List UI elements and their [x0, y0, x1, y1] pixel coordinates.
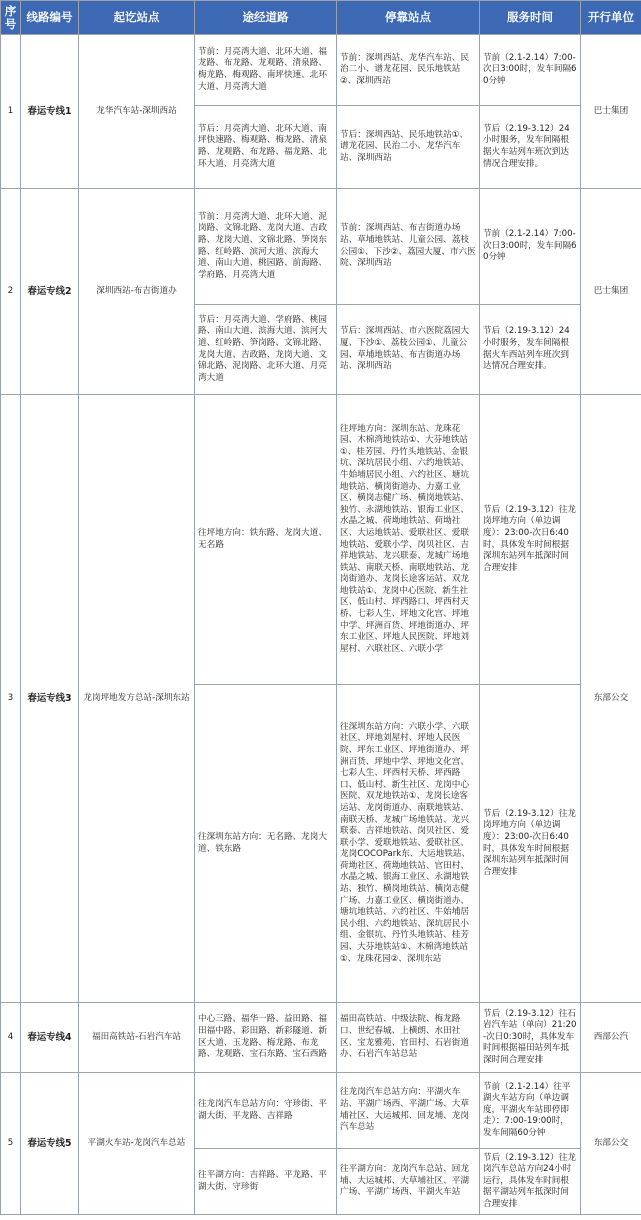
operator-cell: 巴士集团 [581, 189, 641, 395]
line-cell: 春运专线2 [21, 189, 79, 395]
roads-cell: 中心三路、福华一路、益田路、福田福中路、彩田路、新彩隧道、新区大道、玉龙路、梅龙路、布龙路、龙观路、宝石东路、宝石西路 [195, 1003, 337, 1073]
stops-cell: 往龙岗汽车总站方向：平湖火车站、平湖广场西、平湖广场、大草埔社区、大运城邦、回龙埔、龙岗汽车总站 [337, 1073, 480, 1149]
operator-cell: 东部公交 [581, 1073, 641, 1215]
header-operator: 开行单位 [581, 1, 641, 35]
roads-cell: 节后：月亮湾大道、学府路、桃园路、南山大道、滨海大道、滨河大道、红岭路、笋岗路、文锦北路、龙岗大道、吉政路、龙岗大道、文锦北路、泥岗路、北环大道、月亮湾大道 [195, 305, 337, 395]
operator-cell: 东部公交 [581, 395, 641, 1003]
roads-cell: 节前：月亮湾大道、北环大道、泥岗路、文锦北路、龙岗大道、吉政路、龙岗大道、文锦北路、笋岗东路、红岭路、滨河大道、滨海大道、南山大道、桃园路、前海路、学府路、月亮湾大道 [195, 189, 337, 305]
line-cell: 春运专线3 [21, 395, 79, 1003]
stops-cell: 节前：深圳西站、龙华汽车站、民治二小、谱龙花园、民乐地铁站②、深圳西站 [337, 35, 480, 106]
header-roads: 途经道路 [195, 1, 337, 35]
header-row [1, 1, 641, 35]
roads-cell: 节前：月亮湾大道、北环大道、福龙路、布龙路、龙观路、清泉路、梅龙路、梅观路、南坪快速、北环大道、月亮湾大道 [195, 35, 337, 106]
table-row [1, 189, 641, 305]
line-cell: 春运专线5 [21, 1073, 79, 1215]
header-terminals: 起讫站点 [79, 1, 195, 35]
header-seq: 序号 [1, 1, 21, 35]
stops-cell: 节前：深圳西站、布吉街道办场站、草埔地铁站、儿童公园、荔枝公园①、下沙②、荔园大厦、市六医院、深圳西站 [337, 189, 480, 305]
roads-cell: 节后：月亮湾大道、北环大道、南坪快速路、梅观路、梅龙路、清泉路、龙观路、布龙路、福龙路、北环大道、月亮湾大道 [195, 106, 337, 189]
terminals-cell: 龙岗坪地发方总站-深圳东站 [79, 395, 195, 1003]
terminals-cell: 龙华汽车站-深圳西站 [79, 35, 195, 189]
roads-cell: 往深圳东站方向：无名路、龙岗大道、铁东路 [195, 685, 337, 1003]
stops-cell: 节后：深圳西站、民乐地铁站①、谱龙花园、民治二小、龙华汽车站、深圳西站 [337, 106, 480, 189]
time-cell: 节后（2.19-3.12）往龙岗汽车总站方向24小时运行，具体发车时间根据平湖站列车抵深时间合理安排 [480, 1149, 581, 1215]
table-row [1, 35, 641, 106]
line-cell: 春运专线4 [21, 1003, 79, 1073]
roads-cell: 往坪地方向：铁东路、龙岗大道、无名路 [195, 395, 337, 685]
time-cell: 节后（2.19-3.12）24小时服务，发车间隔根据火车西站列车班次到达情况合理安排。 [480, 305, 581, 395]
header-time: 服务时间 [480, 1, 581, 35]
operator-cell: 西部公汽 [581, 1003, 641, 1073]
roads-cell: 往平湖方向：吉祥路、平龙路、平湖大街、守珍街 [195, 1149, 337, 1215]
time-cell: 节后（2.19-3.12）往龙岗坪地方向（单边调度）：23:00-次日6:40时，具体发车时间根据深圳东站列车抵深时间合理安排 [480, 685, 581, 1003]
stops-cell: 节后：深圳西站、市六医院荔园大厦、下沙①、荔枝公园①、儿童公园、草埔地铁站、布吉街道办场站、深圳西站 [337, 305, 480, 395]
seq-cell: 2 [1, 189, 21, 395]
seq-cell: 5 [1, 1073, 21, 1215]
stops-cell: 福田高铁站、中级法院、梅龙路口、世纪春城、上横朗、水田社区、宝龙雅苑、官田村、石岩街道办、石岩汽车站总站 [337, 1003, 480, 1073]
stops-cell: 往平湖方向：龙岗汽车总站、回龙埔、大运城邦、大草埔社区、平湖广场、平湖广场西、平湖火车站 [337, 1149, 480, 1215]
table-row [1, 1003, 641, 1073]
roads-cell: 往龙岗汽车总站方向：守珍街、平湖大街、平龙路、吉祥路 [195, 1073, 337, 1149]
time-cell: 节后（2.19-3.12）往龙岗坪地方向（单边调度）：23:00-次日6:40时，具体发车时间根据深圳东站列车抵深时间合理安排 [480, 395, 581, 685]
table-row [1, 1073, 641, 1149]
seq-cell: 3 [1, 395, 21, 1003]
terminals-cell: 福田高铁站-石岩汽车站 [79, 1003, 195, 1073]
seq-cell: 1 [1, 35, 21, 189]
terminals-cell: 平湖火车站-龙岗汽车总站 [79, 1073, 195, 1215]
time-cell: 节前（2.1-2.14）往平湖火车站方向（单边调度，平湖火车站即停即走）：7:00-19:00时，发车间隔60分钟 [480, 1073, 581, 1149]
stops-cell: 往深圳东站方向：六联小学、六联社区、坪地刘屋村、坪地人民医院、坪东工业区、坪地街道办、坪洲百货、坪地中学、坪地文化宫、七彩人生、坪西村天桥、坪西路口、低山村、新生社区、龙岗中心医院、双龙地铁站①、龙岗长途客运站、龙岗街道办、南联地铁站、南联天桥、龙城广场地铁站、龙兴联泰、吉祥地铁站、岗贝社区、爱联小学、爱联地铁站、爱联社区、龙岗COCOPark东、大运地铁站、荷坳社区、荷坳地铁站、官田村、水晶之城、银海工业区、永湖地铁站、独竹、横岗地铁站、横岗志健广场、力嘉工业区、横岗街道办、塘坑地铁站、六约社区、牛始埔居民小组、六约地铁站、深坑居民小组、金银坑、丹竹头地铁站、桂芳园、大芬地铁站①、木棉湾地铁站①、龙珠花园②、深圳东站 [337, 685, 480, 1003]
seq-cell: 4 [1, 1003, 21, 1073]
time-cell: 节前（2.1-2.14）7:00-次日3:00时，发车间隔60分钟 [480, 189, 581, 305]
time-cell: 节前（2.1-2.14）7:00-次日3:00时，发车间隔60分钟 [480, 35, 581, 106]
header-line: 线路编号 [21, 1, 79, 35]
time-cell: 节后（2.19-3.12）24小时服务，发车间隔根据火车站列车班次到达情况合理安排。 [480, 106, 581, 189]
terminals-cell: 深圳西站-布吉街道办 [79, 189, 195, 395]
operator-cell: 巴士集团 [581, 35, 641, 189]
time-cell: 节后（2.19-3.12）往石岩汽车站（单向）21:20-次日0:30时，具体发车时间根据福田站列车抵深时间合理安排 [480, 1003, 581, 1073]
line-cell: 春运专线1 [21, 35, 79, 189]
stops-cell: 往坪地方向：深圳东站、龙珠花园、木棉湾地铁站①、大芬地铁站①、桂芳园、丹竹头地铁站、金银坑、深坑居民小组、六约地铁站、牛始埔居民小组、六约社区、塘坑地铁站、横岗街道办、力嘉工业区、横岗志健广场、横岗地铁站、独竹、永湖地铁站、银海工业区、水晶之城、荷坳地铁站、荷坳社区、大运地铁站、爱联社区、爱联地铁站、爱联小学、岗贝社区、吉祥地铁站、龙兴联泰、龙城广场地铁站、南联天桥、南联地铁站、龙岗街道办、龙岗长途客运站、双龙地铁站①、龙岗中心医院、新生社区、低山村、坪西路口、坪西村天桥、七彩人生、坪地文化宫、坪地中学、坪洲百货、坪地街道办、坪东工业区、坪地人民医院、坪地刘屋村、六联社区、六联小学 [337, 395, 480, 685]
header-stops: 停靠站点 [337, 1, 480, 35]
table-row [1, 395, 641, 685]
